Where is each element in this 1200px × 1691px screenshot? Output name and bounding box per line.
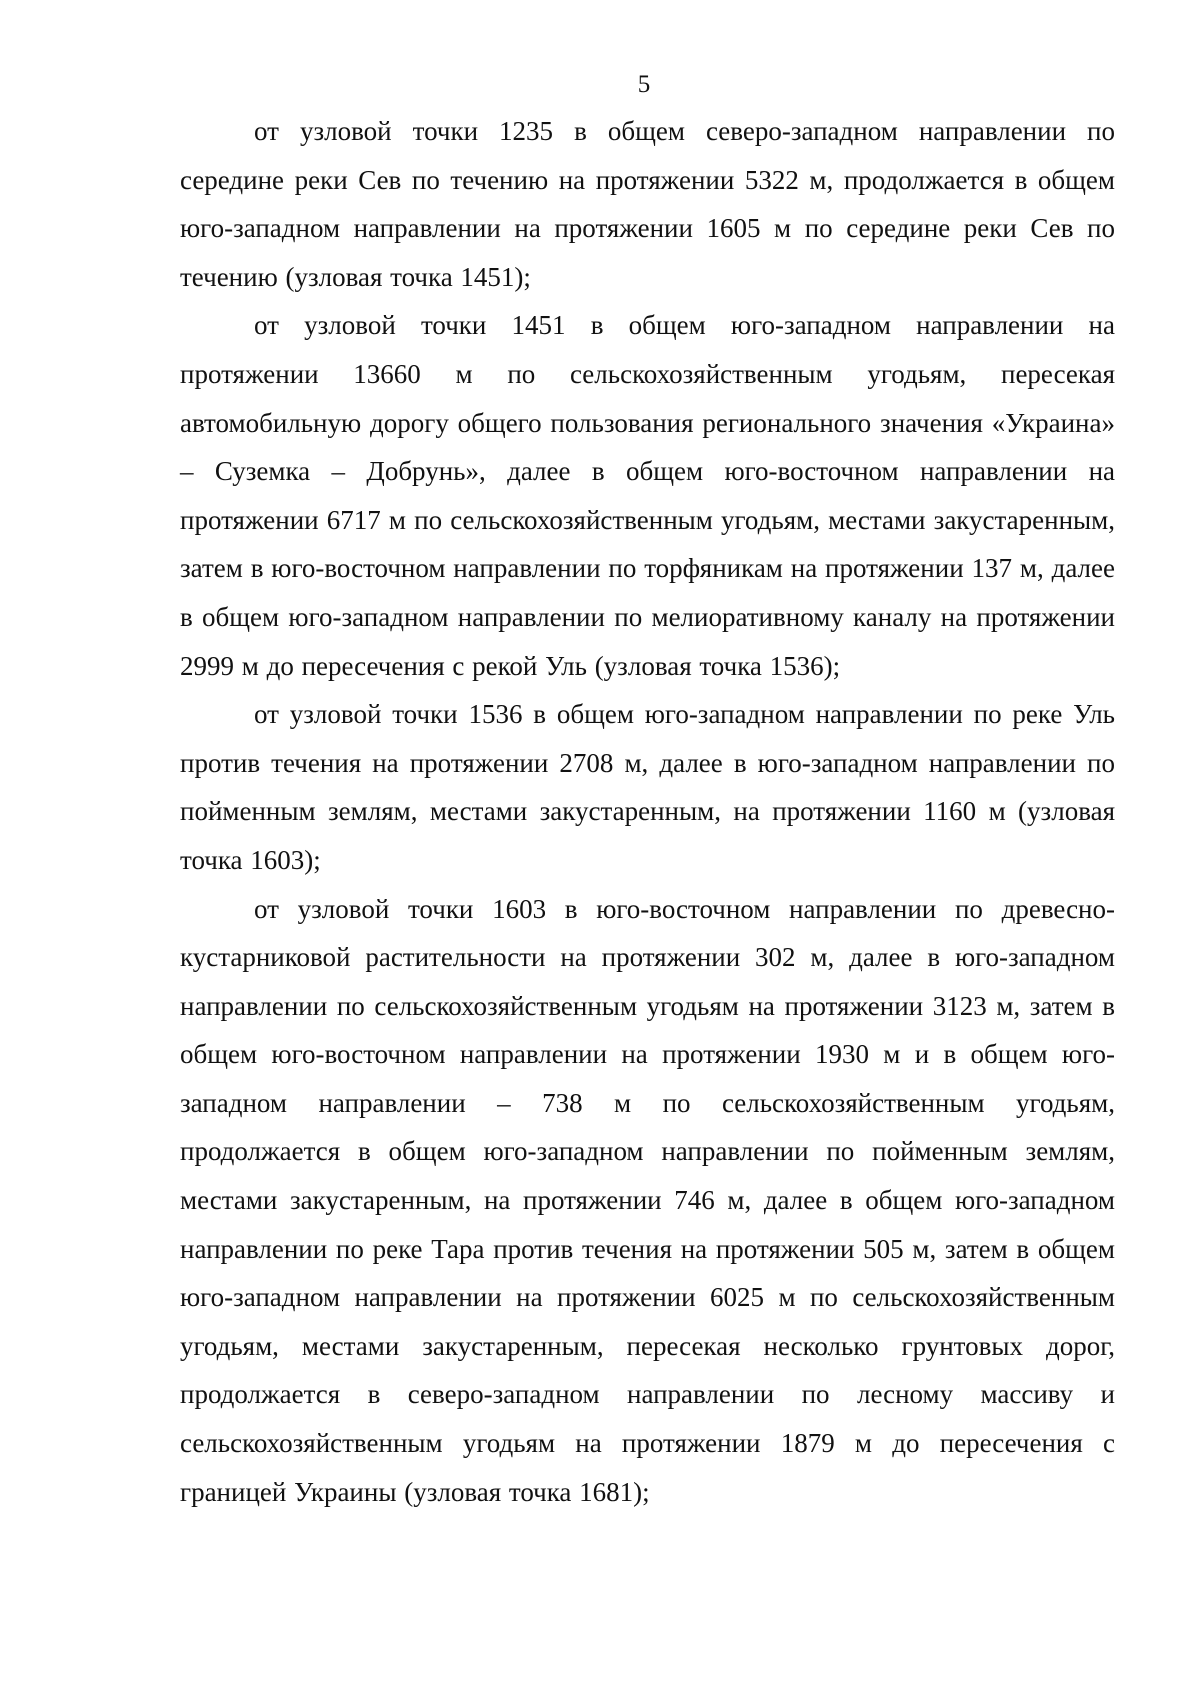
- paragraph-node-1451: от узловой точки 1451 в общем юго-западном направлении на протяжении 13660 м по сельскохозяйственным угодьям, пересекая автомобильную дорогу общего пользования регионального значения «Украина» – Суземка – Добрунь», далее в общем юго-восточном направлении на протяжении 6717 м по сельскохозяйственным угодьям, местами закустаренным, затем в юго-восточном направлении по торфяникам на протяжении 137 м, далее в общем юго-западном направлении по мелиоративному каналу на протяжении 2999 м до пересечения с рекой Уль (узловая точка 1536);: [180, 310, 1115, 681]
- document-body: [180, 107, 1115, 1516]
- page-number: 5: [637, 71, 651, 98]
- paragraph-node-1235: от узловой точки 1235 в общем северо-западном направлении по середине реки Сев по течению на протяжении 5322 м, продолжается в общем юго-западном направлении на протяжении 1605 м по середине реки Сев по течению (узловая точка 1451);: [180, 116, 1115, 292]
- paragraph-node-1536: от узловой точки 1536 в общем юго-западном направлении по реке Уль против течения на протяжении 2708 м, далее в юго-западном направлении по пойменным землям, местами закустаренным, на протяжении 1160 м (узловая точка 1603);: [180, 699, 1115, 875]
- paragraph-node-1603: от узловой точки 1603 в юго-восточном направлении по древесно-кустарниковой растительности на протяжении 302 м, далее в юго-западном направлении по сельскохозяйственным угодьям на протяжении 3123 м, затем в общем юго-восточном направлении на протяжении 1930 м и в общем юго-западном направлении – 738 м по сельскохозяйственным угодьям, продолжается в общем юго-западном направлении по пойменным землям, местами закустаренным, на протяжении 746 м, далее в общем юго-западном направлении по реке Тара против течения на протяжении 505 м, затем в общем юго-западном направлении на протяжении 6025 м по сельскохозяйственным угодьям, местами закустаренным, пересекая несколько грунтовых дорог, продолжается в северо-западном направлении по лесному массиву и сельскохозяйственным угодьям на протяжении 1879 м до пересечения с границей Украины (узловая точка 1681);: [180, 893, 1115, 1507]
